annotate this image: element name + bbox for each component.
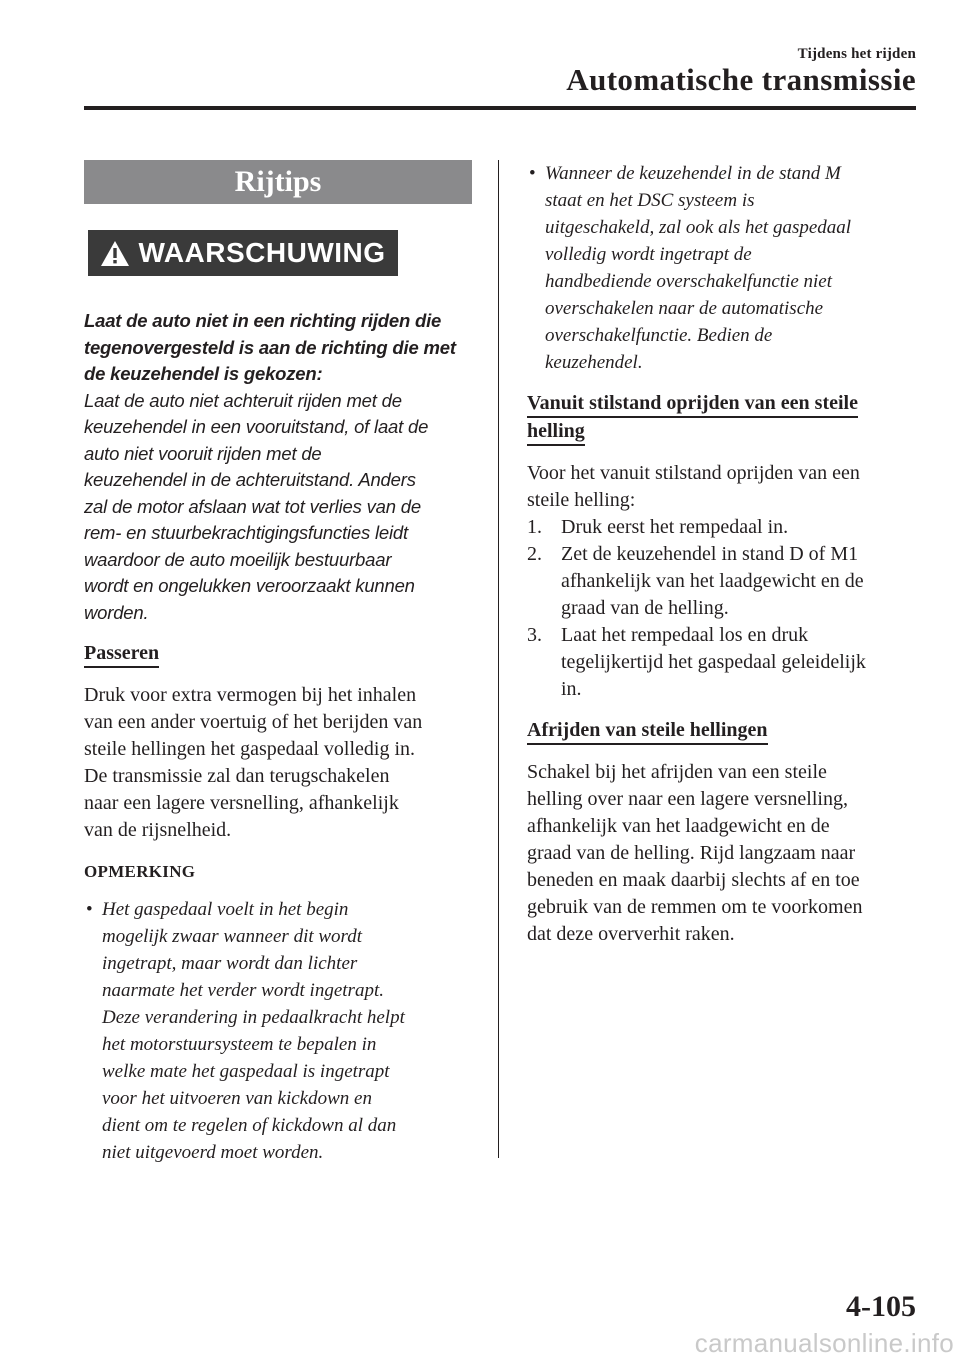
step-line: Zet de keuzehendel in stand D of M1 — [561, 543, 859, 565]
note-line: staat en het DSC systeem is — [545, 190, 755, 211]
passeren-section — [84, 640, 472, 844]
note-line: keuzehendel. — [545, 352, 643, 373]
note-line: volledig wordt ingetrapt de — [545, 244, 752, 265]
note-item — [527, 160, 917, 376]
passeren-line: van de rijsnelheid. — [84, 819, 232, 841]
afrijden-heading: Afrijden van steile hellingen — [527, 717, 768, 745]
afrijden-section — [527, 717, 917, 948]
oprijden-heading — [527, 390, 917, 446]
note-line: overschakelen naar de automatische — [545, 298, 824, 319]
afrijden-line: gebruik van de remmen om te voorkomen — [527, 896, 863, 918]
right-column — [527, 160, 917, 948]
step-line: tegelijkertijd het gaspedaal geleidelijk — [561, 651, 866, 673]
step-number: 3. — [527, 624, 542, 646]
afrijden-line: helling over naar een lagere versnelling, — [527, 788, 848, 810]
warning-text — [84, 308, 472, 626]
afrijden-line: beneden en maak daarbij slechts af en toe — [527, 869, 860, 891]
step-line: graad van de helling. — [561, 597, 729, 619]
afrijden-line: graad van de helling. Rijd langzaam naar — [527, 842, 856, 864]
oprijden-intro-line: steile helling: — [527, 489, 636, 511]
warning-heading-line: de keuzehendel is gekozen: — [84, 363, 323, 384]
note-line: uitgeschakeld, zal ook als het gaspedaal — [545, 217, 852, 238]
passeren-line: Druk voor extra vermogen bij het inhalen — [84, 684, 417, 706]
step-line: afhankelijk van het laadgewicht en de — [561, 570, 864, 592]
warning-heading-line: Laat de auto niet in een richting rijden die — [84, 310, 442, 331]
passeren-line: steile hellingen het gaspedaal volledig in. — [84, 738, 416, 760]
warning-body-line: waardoor de auto moeilijk bestuurbaar — [84, 548, 392, 570]
left-column — [84, 160, 472, 1166]
passeren-line: De transmissie zal dan terugschakelen — [84, 765, 390, 787]
passeren-heading: Passeren — [84, 640, 159, 668]
column-divider — [498, 160, 499, 1158]
note-line: dient om te regelen of kickdown al dan — [102, 1115, 397, 1136]
step-item — [527, 622, 917, 703]
oprijden-intro-line: Voor het vanuit stilstand oprijden van een — [527, 462, 860, 484]
watermark-link[interactable]: carmanualsonline.info — [694, 1328, 954, 1358]
afrijden-line: dat deze oververhit raken. — [527, 923, 735, 945]
header-rule — [84, 106, 916, 110]
warning-label: WAARSCHUWING — [138, 237, 386, 268]
warning-body-line: keuzehendel in de achteruitstand. Anders — [84, 469, 416, 490]
note-item — [84, 896, 472, 1166]
warning-body-line: worden. — [84, 601, 149, 623]
header-title: Automatische transmissie — [566, 62, 916, 97]
note-line: het motorstuursysteem te bepalen in — [102, 1034, 377, 1055]
note-label: OPMERKING — [84, 862, 196, 881]
step-line: in. — [561, 678, 582, 700]
passeren-line: van een ander voertuig of het berijden van — [84, 711, 423, 733]
section-title: Rijtips — [84, 160, 472, 204]
page-number: 4-105 — [846, 1290, 916, 1323]
passeren-line: naar een lagere versnelling, afhankelijk — [84, 792, 399, 814]
header-subtitle: Tijdens het rijden — [797, 46, 916, 62]
note-line: welke mate het gaspedaal is ingetrapt — [102, 1061, 390, 1082]
warning-body-line: Laat de auto niet achteruit rijden met de — [84, 389, 402, 411]
warning-body-line: zal de motor afslaan wat tot verlies van de — [84, 495, 421, 517]
note-line: voor het uitvoeren van kickdown en — [102, 1088, 372, 1109]
warning-body-line: auto niet vooruit rijden met de — [84, 442, 322, 464]
note-line: Het gaspedaal voelt in het begin — [102, 899, 349, 920]
note-line: ingetrapt, maar wordt dan lichter — [102, 953, 358, 974]
oprijden-heading-line: Vanuit stilstand oprijden van een steile — [527, 390, 858, 418]
note-line: mogelijk zwaar wanneer dit wordt — [102, 926, 363, 947]
step-line: Laat het rempedaal los en druk — [561, 624, 809, 646]
warning-body-line: keuzehendel in een vooruitstand, of laat de — [84, 416, 429, 437]
step-number: 1. — [527, 516, 542, 538]
oprijden-heading-line: helling — [527, 418, 585, 446]
oprijden-steps — [527, 514, 917, 703]
step-number: 2. — [527, 543, 542, 565]
note-line: naarmate het verder wordt ingetrapt. — [102, 980, 384, 1001]
warning-triangle-icon — [100, 240, 130, 267]
warning-body-line: rem- en stuurbekrachtigingsfuncties leidt — [84, 522, 408, 543]
note-line: handbediende overschakelfunctie niet — [545, 271, 833, 292]
warning-heading-line: tegenovergesteld is aan de richting die met — [84, 336, 456, 358]
warning-body-line: wordt en ongelukken veroorzaakt kunnen — [84, 575, 415, 596]
note-line: Deze verandering in pedaalkracht helpt — [102, 1007, 405, 1028]
note-line: overschakelfunctie. Bedien de — [545, 325, 773, 346]
bullet-icon: • — [529, 163, 536, 184]
warning-badge — [88, 230, 398, 276]
bullet-icon: • — [86, 899, 93, 920]
step-line: Druk eerst het rempedaal in. — [561, 516, 789, 538]
note-line: niet uitgevoerd moet worden. — [102, 1142, 324, 1163]
note-line: Wanneer de keuzehendel in de stand M — [545, 163, 841, 184]
afrijden-line: Schakel bij het afrijden van een steile — [527, 761, 827, 783]
afrijden-line: afhankelijk van het laadgewicht en de — [527, 815, 830, 837]
step-item — [527, 514, 917, 541]
step-item — [527, 541, 917, 622]
oprijden-section — [527, 390, 917, 703]
